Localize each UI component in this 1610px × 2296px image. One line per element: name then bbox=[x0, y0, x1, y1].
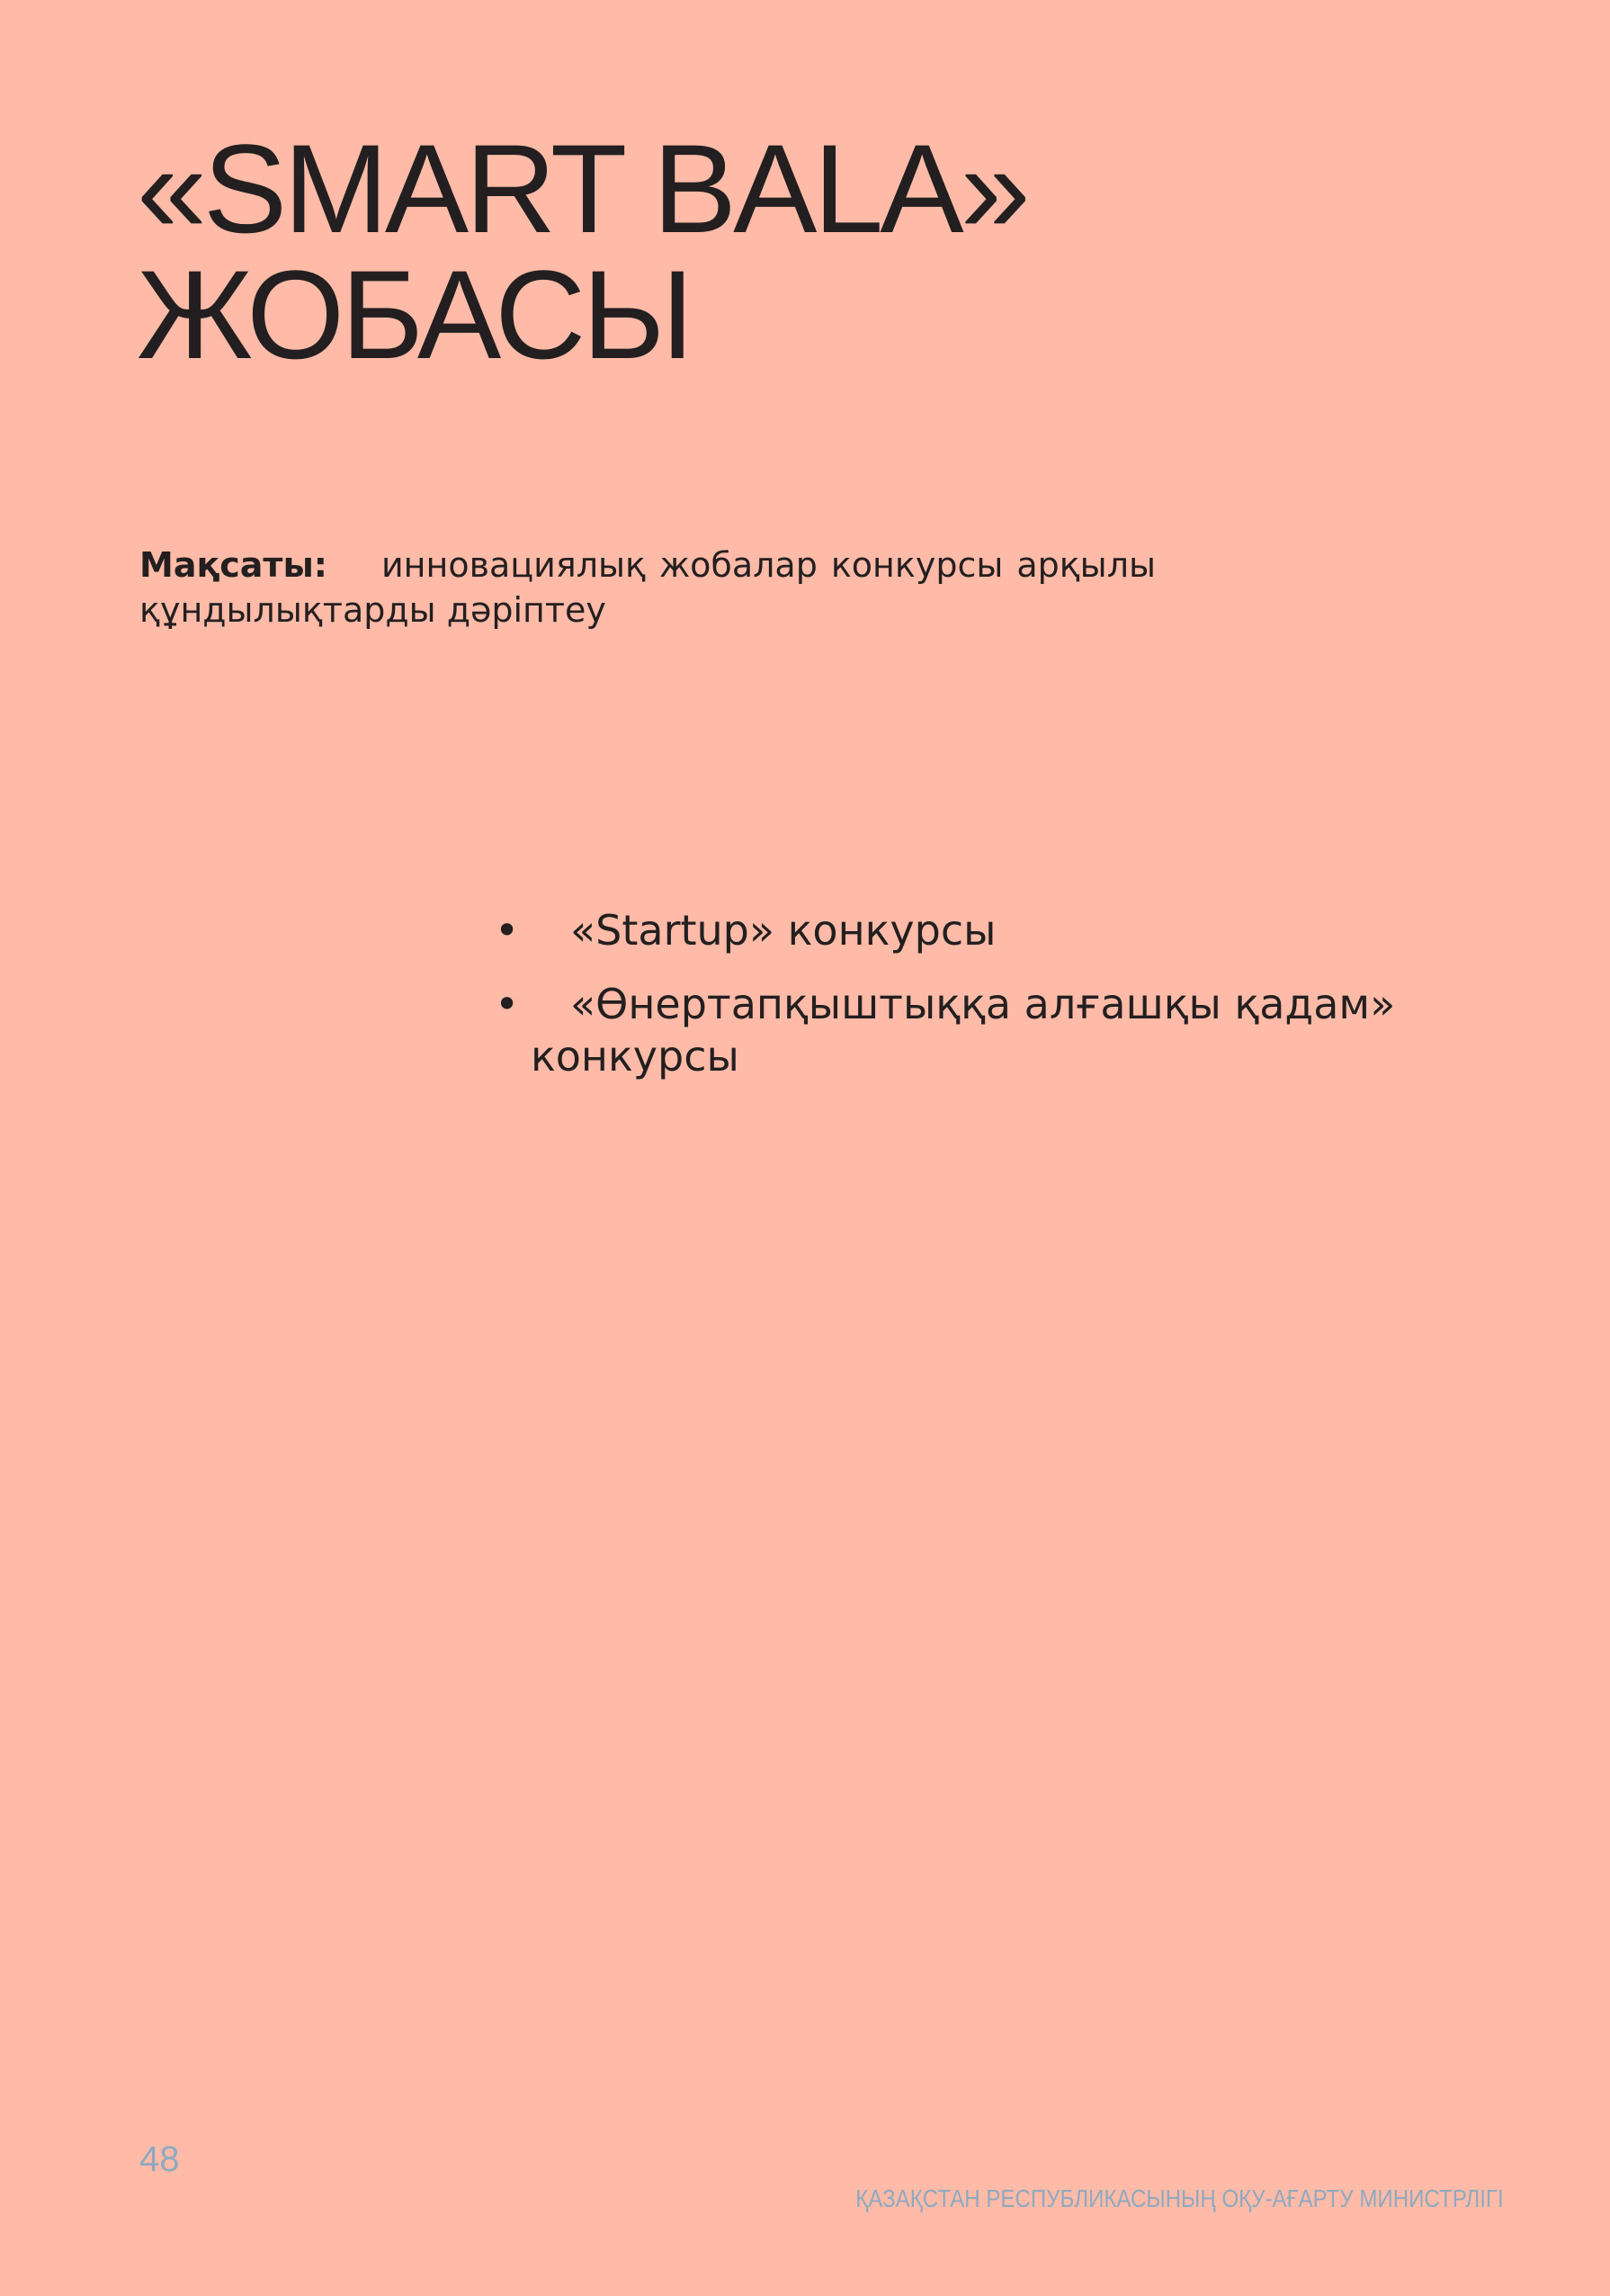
goal-paragraph bbox=[139, 543, 1156, 632]
title-line-1: «SMART BALA» bbox=[137, 118, 1027, 259]
competition-list bbox=[495, 904, 1439, 1104]
footer-ministry: ҚАЗАҚСТАН РЕСПУБЛИКАСЫНЫҢ ОҚУ-АҒАРТУ МИНИСТРЛІГІ bbox=[855, 2184, 1504, 2212]
title-line-2: ЖОБАСЫ bbox=[137, 244, 691, 385]
goal-label: Мақсаты: bbox=[139, 545, 327, 585]
page-title bbox=[137, 118, 1027, 385]
goal-text: инновациялық жобалар конкурсы арқылы құндылықтарды дәріптеу bbox=[139, 545, 1156, 630]
list-item-text: «Өнертапқыштыққа алғашқы қадам» конкурсы bbox=[531, 980, 1396, 1081]
list-item-inventor bbox=[495, 978, 1439, 1082]
list-item-startup bbox=[495, 904, 1439, 956]
bullet-icon: • bbox=[495, 906, 520, 955]
bullet-icon: • bbox=[495, 980, 520, 1028]
list-item-text: «Startup» конкурсы bbox=[570, 906, 997, 955]
page-number: 48 bbox=[139, 2139, 180, 2179]
